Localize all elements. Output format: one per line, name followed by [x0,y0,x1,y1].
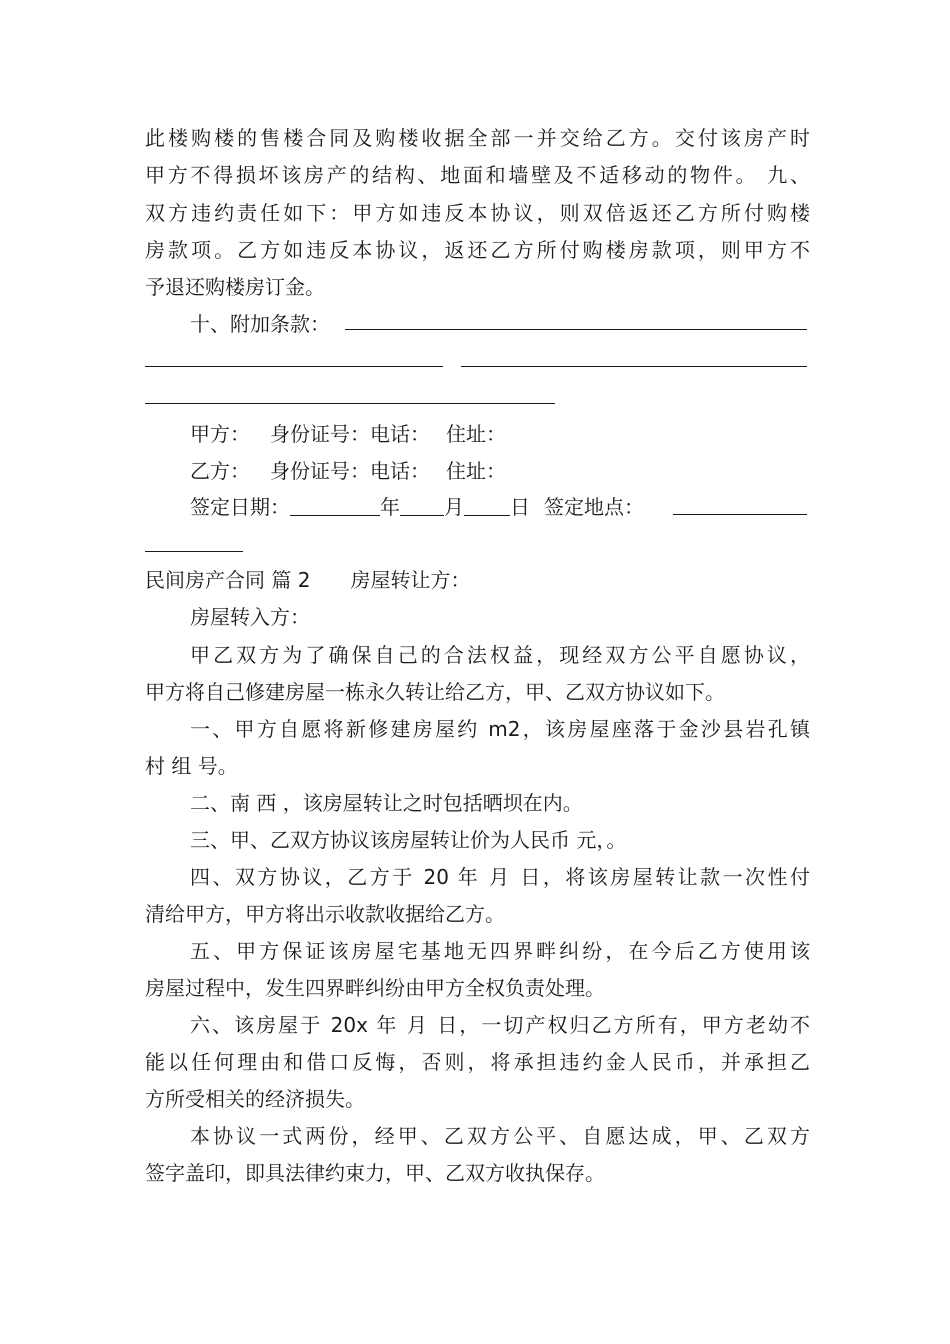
month-label: 月 [444,495,464,519]
clause-line: 二、南 西 ，该房屋转让之时包括晒坝在内。 [190,791,583,815]
sign-date-line [145,489,810,525]
sign-date-label: 签定日期： [190,495,290,519]
blank-line [673,514,807,515]
year-label: 年 [380,495,400,519]
blank-line [145,403,555,404]
clause-line: 三、甲、乙双方协议该房屋转让价为人民币 元，。 [190,828,627,852]
clause-line: 六、该房屋于 20x 年 月 日，一切产权归乙方所有，甲方老幼不 [190,1013,810,1037]
clause-line: 方所受相关的经济损失。 [145,1087,365,1111]
month-blank [400,493,444,516]
party-b-address-label: 住址： [446,459,506,483]
paragraph-line: 甲乙双方为了确保自己的合法权益，现经双方公平自愿协议， [190,643,810,667]
blank-line [145,551,243,552]
transferor-label: 房屋转让方： [350,568,471,592]
clause-line: 能以任何理由和借口反悔，否则，将承担违约金人民币，并承担乙 [145,1050,810,1074]
party-a-line [145,416,810,452]
sign-place-label: 签定地点： [544,495,644,519]
paragraph-line: 双方违约责任如下：甲方如违反本协议，则双倍返还乙方所付购楼 [145,201,810,225]
clause-line: 一、甲方自愿将新修建房屋约 m2，该房屋座落于金沙县岩孔镇 [190,717,810,741]
closing-line: 签字盖印，即具法律约束力，甲、乙双方收执保存。 [145,1161,605,1185]
day-blank [464,493,510,516]
party-a-address-label: 住址： [446,422,506,446]
clause-line: 清给甲方，甲方将出示收款收据给乙方。 [145,902,505,926]
clause-line: 村 组 号。 [145,754,238,778]
party-b-phone-label: 电话： [370,459,430,483]
party-b-id-label: 身份证号： [270,459,370,483]
party-a-role: 甲方： [190,422,250,446]
clause-10-line [145,306,810,342]
year-blank [290,493,380,516]
blank-line [461,366,807,367]
section-2-heading-line [145,562,810,598]
party-b-line [145,453,810,489]
paragraph-line: 甲方不得损坏该房产的结构、地面和墙壁及不适移动的物件。 九、 [145,163,810,187]
paragraph-line: 房款项。乙方如违反本协议，返还乙方所付购楼房款项，则甲方不 [145,238,810,262]
blank-line [145,366,443,367]
day-label: 日 [510,495,530,519]
transferee-label: 房屋转入方： [190,605,310,629]
section-2-title: 民间房产合同 篇 2 [145,568,311,592]
party-b-role: 乙方： [190,459,250,483]
clause-10-label: 十、附加条款： [190,312,330,336]
clause-line: 房屋过程中，发生四界畔纠纷由甲方全权负责处理。 [145,976,605,1000]
paragraph-line: 予退还购楼房订金。 [145,275,325,299]
blank-line [345,329,807,330]
party-a-id-label: 身份证号： [270,422,370,446]
clause-line: 五、甲方保证该房屋宅基地无四界畔纠纷，在今后乙方使用该 [190,939,810,963]
clause-line: 四、双方协议，乙方于 20 年 月 日，将该房屋转让款一次性付 [190,865,810,889]
paragraph-line: 甲方将自己修建房屋一栋永久转让给乙方，甲、乙双方协议如下。 [145,680,725,704]
closing-line: 本协议一式两份，经甲、乙双方公平、自愿达成，甲、乙双方 [190,1124,810,1148]
paragraph-line: 此楼购楼的售楼合同及购楼收据全部一并交给乙方。交付该房产时 [145,126,810,150]
party-a-phone-label: 电话： [370,422,430,446]
